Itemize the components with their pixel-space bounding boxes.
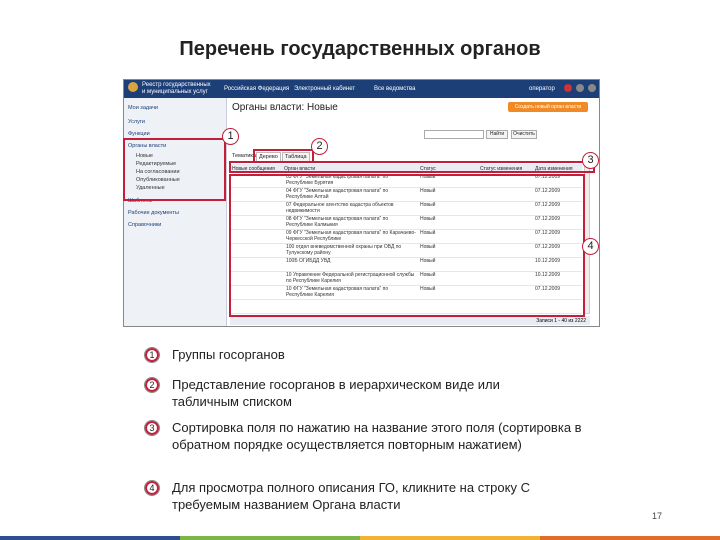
table-row[interactable] <box>230 216 582 230</box>
tab-table[interactable]: Таблица <box>282 152 310 162</box>
marker-3: 3 <box>582 152 599 169</box>
authority-name: 04 ФГУ "Земельная кадастровая палата" по Республике Алтай <box>286 188 389 200</box>
authority-name: 100Б ОГИБДД УВД <box>286 258 331 264</box>
legend-number: 3 <box>144 420 160 436</box>
row-status: Новый <box>420 286 436 292</box>
authority-name: 10 Управление Федеральной регистрационной службы по Республике Карелия <box>286 272 415 284</box>
sidebar-item-templates[interactable]: Шаблоны <box>128 198 153 204</box>
authority-name: 07 Федеральное агентство кадастра объектов недвижимости <box>286 202 394 214</box>
stripe-2 <box>180 536 360 540</box>
page-number: 17 <box>652 511 663 521</box>
table-row[interactable] <box>230 300 582 314</box>
authority-name: 08 ФГУ "Земельная кадастровая палата" по Республике Калмыкия <box>286 216 389 228</box>
stripe-3 <box>360 536 540 540</box>
page-heading: Органы власти: Новые <box>232 102 338 113</box>
row-date: 07.12.2009 <box>535 202 561 208</box>
authority-name: 100 отдел вневедомственной охраны при ОВД по Тулунскому району <box>286 244 402 256</box>
table-row[interactable] <box>230 286 582 300</box>
authority-name: 10 ФГУ "Земельная кадастровая палата" по Республике Карелия <box>286 286 389 298</box>
top-item-cabinet[interactable]: Электронный кабинет <box>294 86 356 92</box>
pager <box>230 316 590 325</box>
app-logo-text: Реестр государственных и муниципальных услуг <box>142 82 211 95</box>
sidebar <box>124 98 227 327</box>
row-date: 07.12.2009 <box>535 244 561 250</box>
table-row[interactable] <box>230 188 582 202</box>
legend-number: 1 <box>144 347 160 363</box>
marker-4: 4 <box>582 238 599 255</box>
sidebar-item-directories[interactable]: Справочники <box>128 222 162 228</box>
tab-tree[interactable]: Дерево <box>256 152 281 162</box>
marker-1: 1 <box>222 128 239 145</box>
col-status[interactable]: Статус <box>420 166 436 172</box>
sidebar-sub-deleted[interactable]: Удаленные <box>136 185 165 191</box>
legend-text: Представление госорганов в иерархическом виде или табличным списком <box>172 377 500 409</box>
top-item-user[interactable]: оператор <box>529 86 555 92</box>
create-authority-button[interactable]: Создать новый орган власти <box>508 102 588 112</box>
search-input[interactable] <box>424 130 484 139</box>
legend-text: Сортировка поля по нажатию на название этого поля (сортировка в обратном порядке осуществляется повторным нажатием) <box>172 420 582 452</box>
row-date: 10.12.2009 <box>535 258 561 264</box>
table-row[interactable] <box>230 258 582 272</box>
sidebar-sub-approval[interactable]: На согласовании <box>136 169 180 175</box>
top-item-region[interactable]: Российская Федерация <box>224 86 290 92</box>
pager-text: Записи 1 - 40 из 2222 <box>536 318 586 324</box>
tab-prefix: Тематика <box>232 153 257 159</box>
row-date: 10.12.2009 <box>535 272 561 278</box>
row-status: Новый <box>420 230 436 236</box>
row-date: 07.12.2009 <box>535 188 561 194</box>
row-status: Новый <box>420 272 436 278</box>
row-date: 07.12.2009 <box>535 216 561 222</box>
sidebar-sub-editing[interactable]: Редактируемые <box>136 161 177 167</box>
table-row[interactable] <box>230 174 582 188</box>
legend-text: Группы госорганов <box>172 347 285 362</box>
legend-number: 2 <box>144 377 160 393</box>
authority-name: 09 ФГУ "Земельная кадастровая палата" по Карачаево-Черкесской Республике <box>286 230 416 242</box>
row-status: Новый <box>420 258 436 264</box>
col-change-status[interactable]: Статус изменения <box>480 166 523 172</box>
bottom-stripe <box>0 536 720 540</box>
row-date: 07.12.2009 <box>535 230 561 236</box>
sidebar-item-services[interactable]: Услуги <box>128 119 145 125</box>
table-row[interactable] <box>230 230 582 244</box>
row-status: Новый <box>420 216 436 222</box>
table-row[interactable] <box>230 272 582 286</box>
row-date: 07.12.2009 <box>535 286 561 292</box>
emblem-icon <box>128 82 138 92</box>
row-date: 07.12.2009 <box>535 174 561 180</box>
row-status: Новый <box>420 188 436 194</box>
help-icon[interactable] <box>576 84 584 92</box>
sidebar-sub-new[interactable]: Новые <box>136 153 153 159</box>
sidebar-item-authorities[interactable]: Органы власти <box>128 143 167 149</box>
app-screenshot <box>123 79 600 327</box>
col-authority[interactable]: Орган власти <box>284 166 316 172</box>
col-change-date[interactable]: Дата изменения <box>535 166 573 172</box>
top-item-departments[interactable]: Все ведомства <box>374 86 416 92</box>
clear-button[interactable]: Очистить <box>511 130 537 139</box>
table-header <box>230 164 582 173</box>
col-messages[interactable]: Новые сообщения <box>232 166 275 172</box>
stripe-4 <box>540 536 720 540</box>
authority-name: 03 ФГУ "Земельная кадастровая палата" по Республике Бурятия <box>286 174 389 186</box>
sidebar-item-documents[interactable]: Рабочие документы <box>128 210 179 216</box>
sidebar-item-functions[interactable]: Функции <box>128 131 150 137</box>
table-row[interactable] <box>230 244 582 258</box>
legend-text: Для просмотра полного описания ГО, кликните на строку С требуемым названием Органа власти <box>172 480 530 512</box>
settings-icon[interactable] <box>564 84 572 92</box>
row-status: Новый <box>420 244 436 250</box>
main-panel <box>228 98 600 327</box>
row-status: Новый <box>420 174 436 180</box>
row-status: Новый <box>420 202 436 208</box>
table-body <box>230 174 582 314</box>
slide-title: Перечень государственных органов <box>179 38 541 60</box>
app-header <box>124 80 600 98</box>
stripe-1 <box>0 536 180 540</box>
table-row[interactable] <box>230 202 582 216</box>
sidebar-sub-published[interactable]: Опубликованные <box>136 177 180 183</box>
marker-2: 2 <box>311 138 328 155</box>
sidebar-item-tasks[interactable]: Мои задачи <box>128 105 158 111</box>
legend-number: 4 <box>144 480 160 496</box>
logout-icon[interactable] <box>588 84 596 92</box>
find-button[interactable]: Найти <box>486 130 508 139</box>
